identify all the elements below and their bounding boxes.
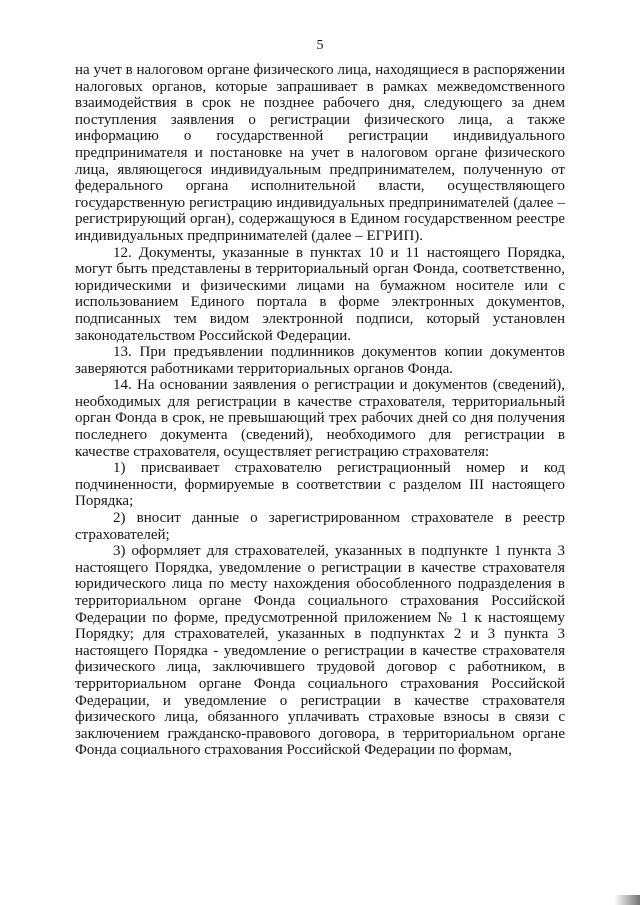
paragraph-12: 12. Документы, указанные в пунктах 10 и 11 настоящего Порядка, могут быть представлены в территориальный орган Фонда, соответственно, юридическими и физическими лицами на бумажном носителе или с использованием Единого портала в форме электронных документов, подписанных тем видом электронной подписи, который установлен законодательством Российской Федерации. xyxy=(75,244,565,344)
paragraph-14: 14. На основании заявления о регистрации и документов (сведений), необходимых для регистрации в качестве страхователя, территориальный орган Фонда в срок, не превышающий трех рабочих дней со дня получения последнего документа (сведений), необходимого для регистрации в качестве страхователя, осуществляет регистрацию страхователя: xyxy=(75,377,565,460)
paragraph-13: 13. При предъявлении подлинников документов копии документов заверяются работниками территориальных органов Фонда. xyxy=(75,344,565,377)
paragraph-continuation: на учет в налоговом органе физического лица, находящиеся в распоряжении налоговых органов, которые запрашивает в рамках межведомственного взаимодействия в срок не позднее рабочего дня, следующего за днем поступления заявления о регистрации физического лица, а также информацию о государственной регистрации индивидуального предпринимателя и постановке на учет в налоговом органе физического лица, являющегося индивидуальным предпринимателем, полученную от федерального органа исполнительной власти, осуществляющего государственную регистрацию индивидуальных предпринимателей (далее – регистрирующий орган), содержащуюся в Едином государственном реестре индивидуальных предпринимателей (далее – ЕГРИП). xyxy=(75,62,565,244)
paragraph-14-item-1: 1) присваивает страхователю регистрационный номер и код подчиненности, формируемые в соответствии с разделом III настоящего Порядка; xyxy=(75,460,565,510)
paragraph-14-item-3: 3) оформляет для страхователей, указанных в подпункте 1 пункта 3 настоящего Порядка, уведомление о регистрации в качестве страхователя юридического лица по месту нахождения обособленного подразделения в территориальном органе Фонда социального страхования Российской Федерации по форме, предусмотренной приложением № 1 к настоящему Порядку; для страхователей, указанных в подпунктах 2 и 3 пункта 3 настоящего Порядка - уведомление о регистрации в качестве страхователя физического лица, заключившего трудовой договор с работником, в территориальном органе Фонда социального страхования Российской Федерации, и уведомление о регистрации в качестве страхователя физического лица, обязанного уплачивать страховые взносы в связи с заключением гражданско-правового договора, в территориальном органе Фонда социального страхования Российской Федерации по формам, xyxy=(75,543,565,759)
paragraph-14-item-2: 2) вносит данные о зарегистрированном страхователе в реестр страхователей; xyxy=(75,510,565,543)
scan-edge-mark xyxy=(614,895,640,905)
document-body xyxy=(75,62,565,759)
page-number: 5 xyxy=(316,38,324,53)
